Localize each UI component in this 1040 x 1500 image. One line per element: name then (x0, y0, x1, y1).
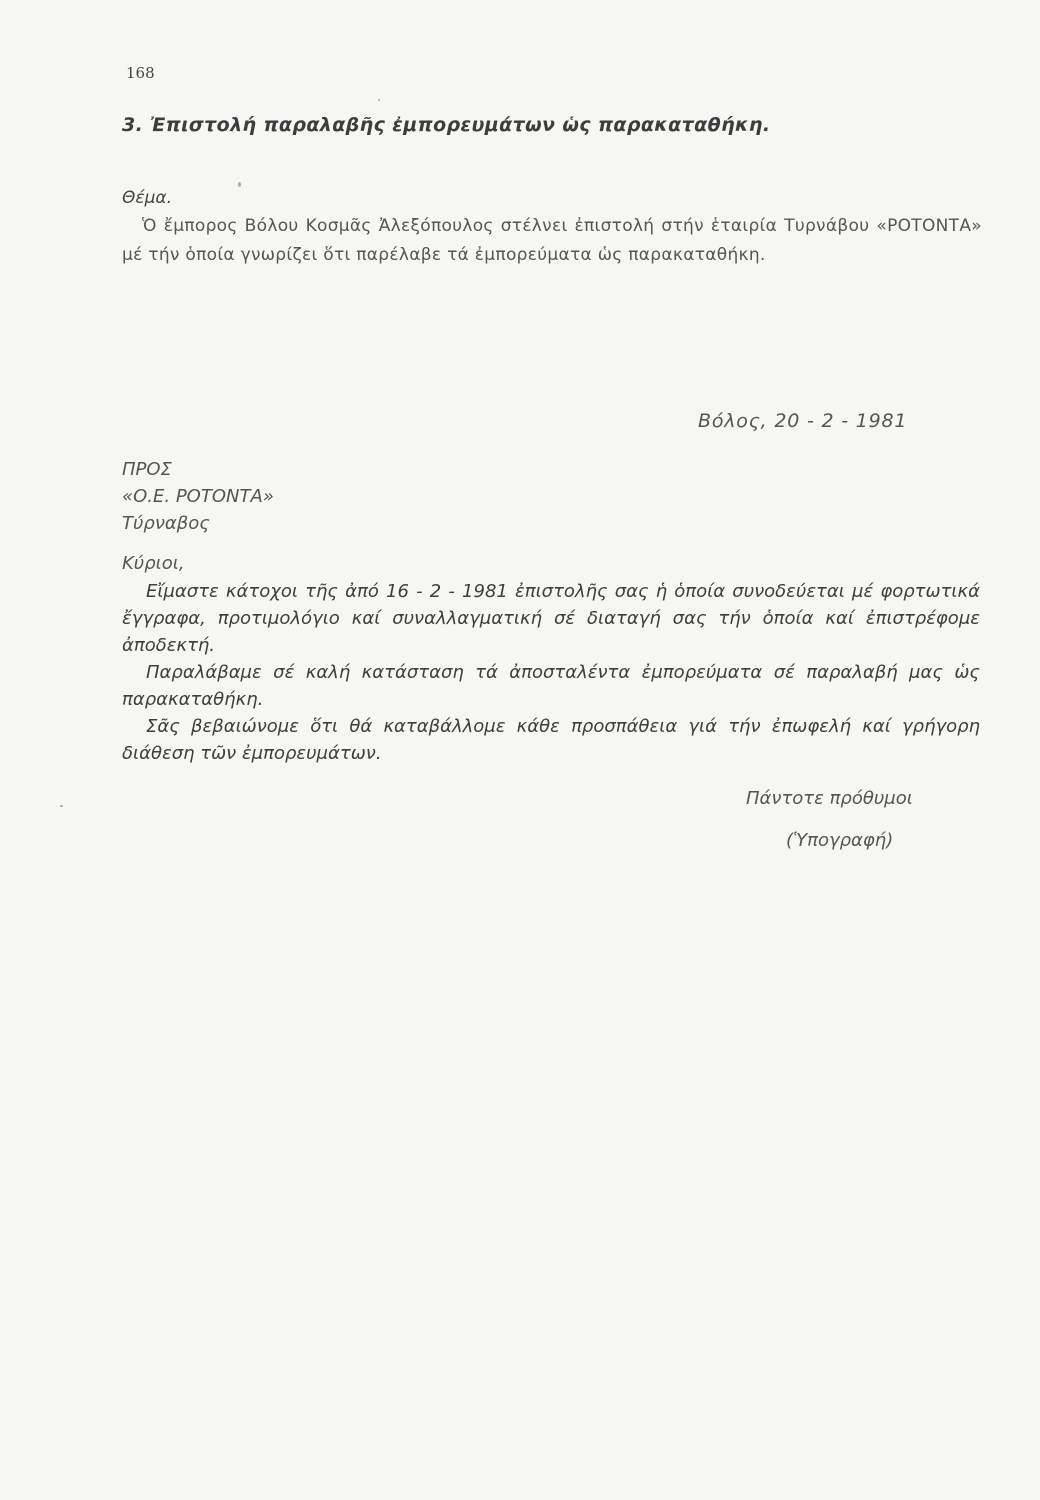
letter-paragraph: Σᾶς βεβαιώνομε ὅτι θά καταβάλλομε κάθε προσπάθεια γιά τήν ἐπωφελή καί γρήγορη διάθεση τῶν ἐμπορευμάτων. (122, 716, 980, 764)
recipient-to: ΠΡΟΣ (122, 459, 172, 480)
letter-paragraph: Παραλάβαμε σέ καλή κατάσταση τά ἀποσταλέντα ἐμπορεύματα σέ παραλαβή μας ὡς παρακαταθήκη. (122, 662, 980, 710)
scan-speck (60, 805, 63, 807)
letter-closing: Πάντοτε πρόθυμοι (746, 788, 913, 809)
scan-speck (378, 99, 380, 101)
letter-paragraph: Εἴμαστε κάτοχοι τῆς ἀπό 16 - 2 - 1981 ἐπιστολῆς σας ἡ ὁποία συνοδεύεται μέ φορτωτικά ἔγγραφα, προτιμολόγιο καί συναλλαγματική σέ διαταγή σας τήν ὁποία καί ἐπιστρέφομε ἀποδεκτή. (122, 581, 980, 656)
recipient-city: Τύρναβος (122, 513, 210, 534)
scan-speck (238, 182, 241, 187)
letter-date: Βόλος, 20 - 2 - 1981 (698, 410, 908, 432)
subject-label: Θέμα. (122, 188, 172, 208)
letter-salutation: Κύριοι, (122, 553, 185, 574)
page-number: 168 (126, 64, 155, 82)
subject-text: Ὁ ἔμπορος Βόλου Κοσμᾶς Ἀλεξόπουλος στέλνει ἐπιστολή στήν ἑταιρία Τυρνάβου «ΡΟΤΟΝΤΑ» μέ τήν ὁποία γνωρίζει ὅτι παρέλαβε τά ἐμπορεύματα ὡς παρακαταθήκη. (122, 216, 982, 265)
recipient-address (122, 456, 274, 537)
recipient-company: «Ο.Ε. ΡΟΤΟΝΤΑ» (122, 486, 274, 507)
letter-body (122, 578, 980, 767)
letter-signature: (Ὑπογραφή) (786, 830, 894, 851)
section-heading: 3. Ἐπιστολή παραλαβῆς ἐμπορευμάτων ὡς παρακαταθήκη. (122, 114, 771, 136)
